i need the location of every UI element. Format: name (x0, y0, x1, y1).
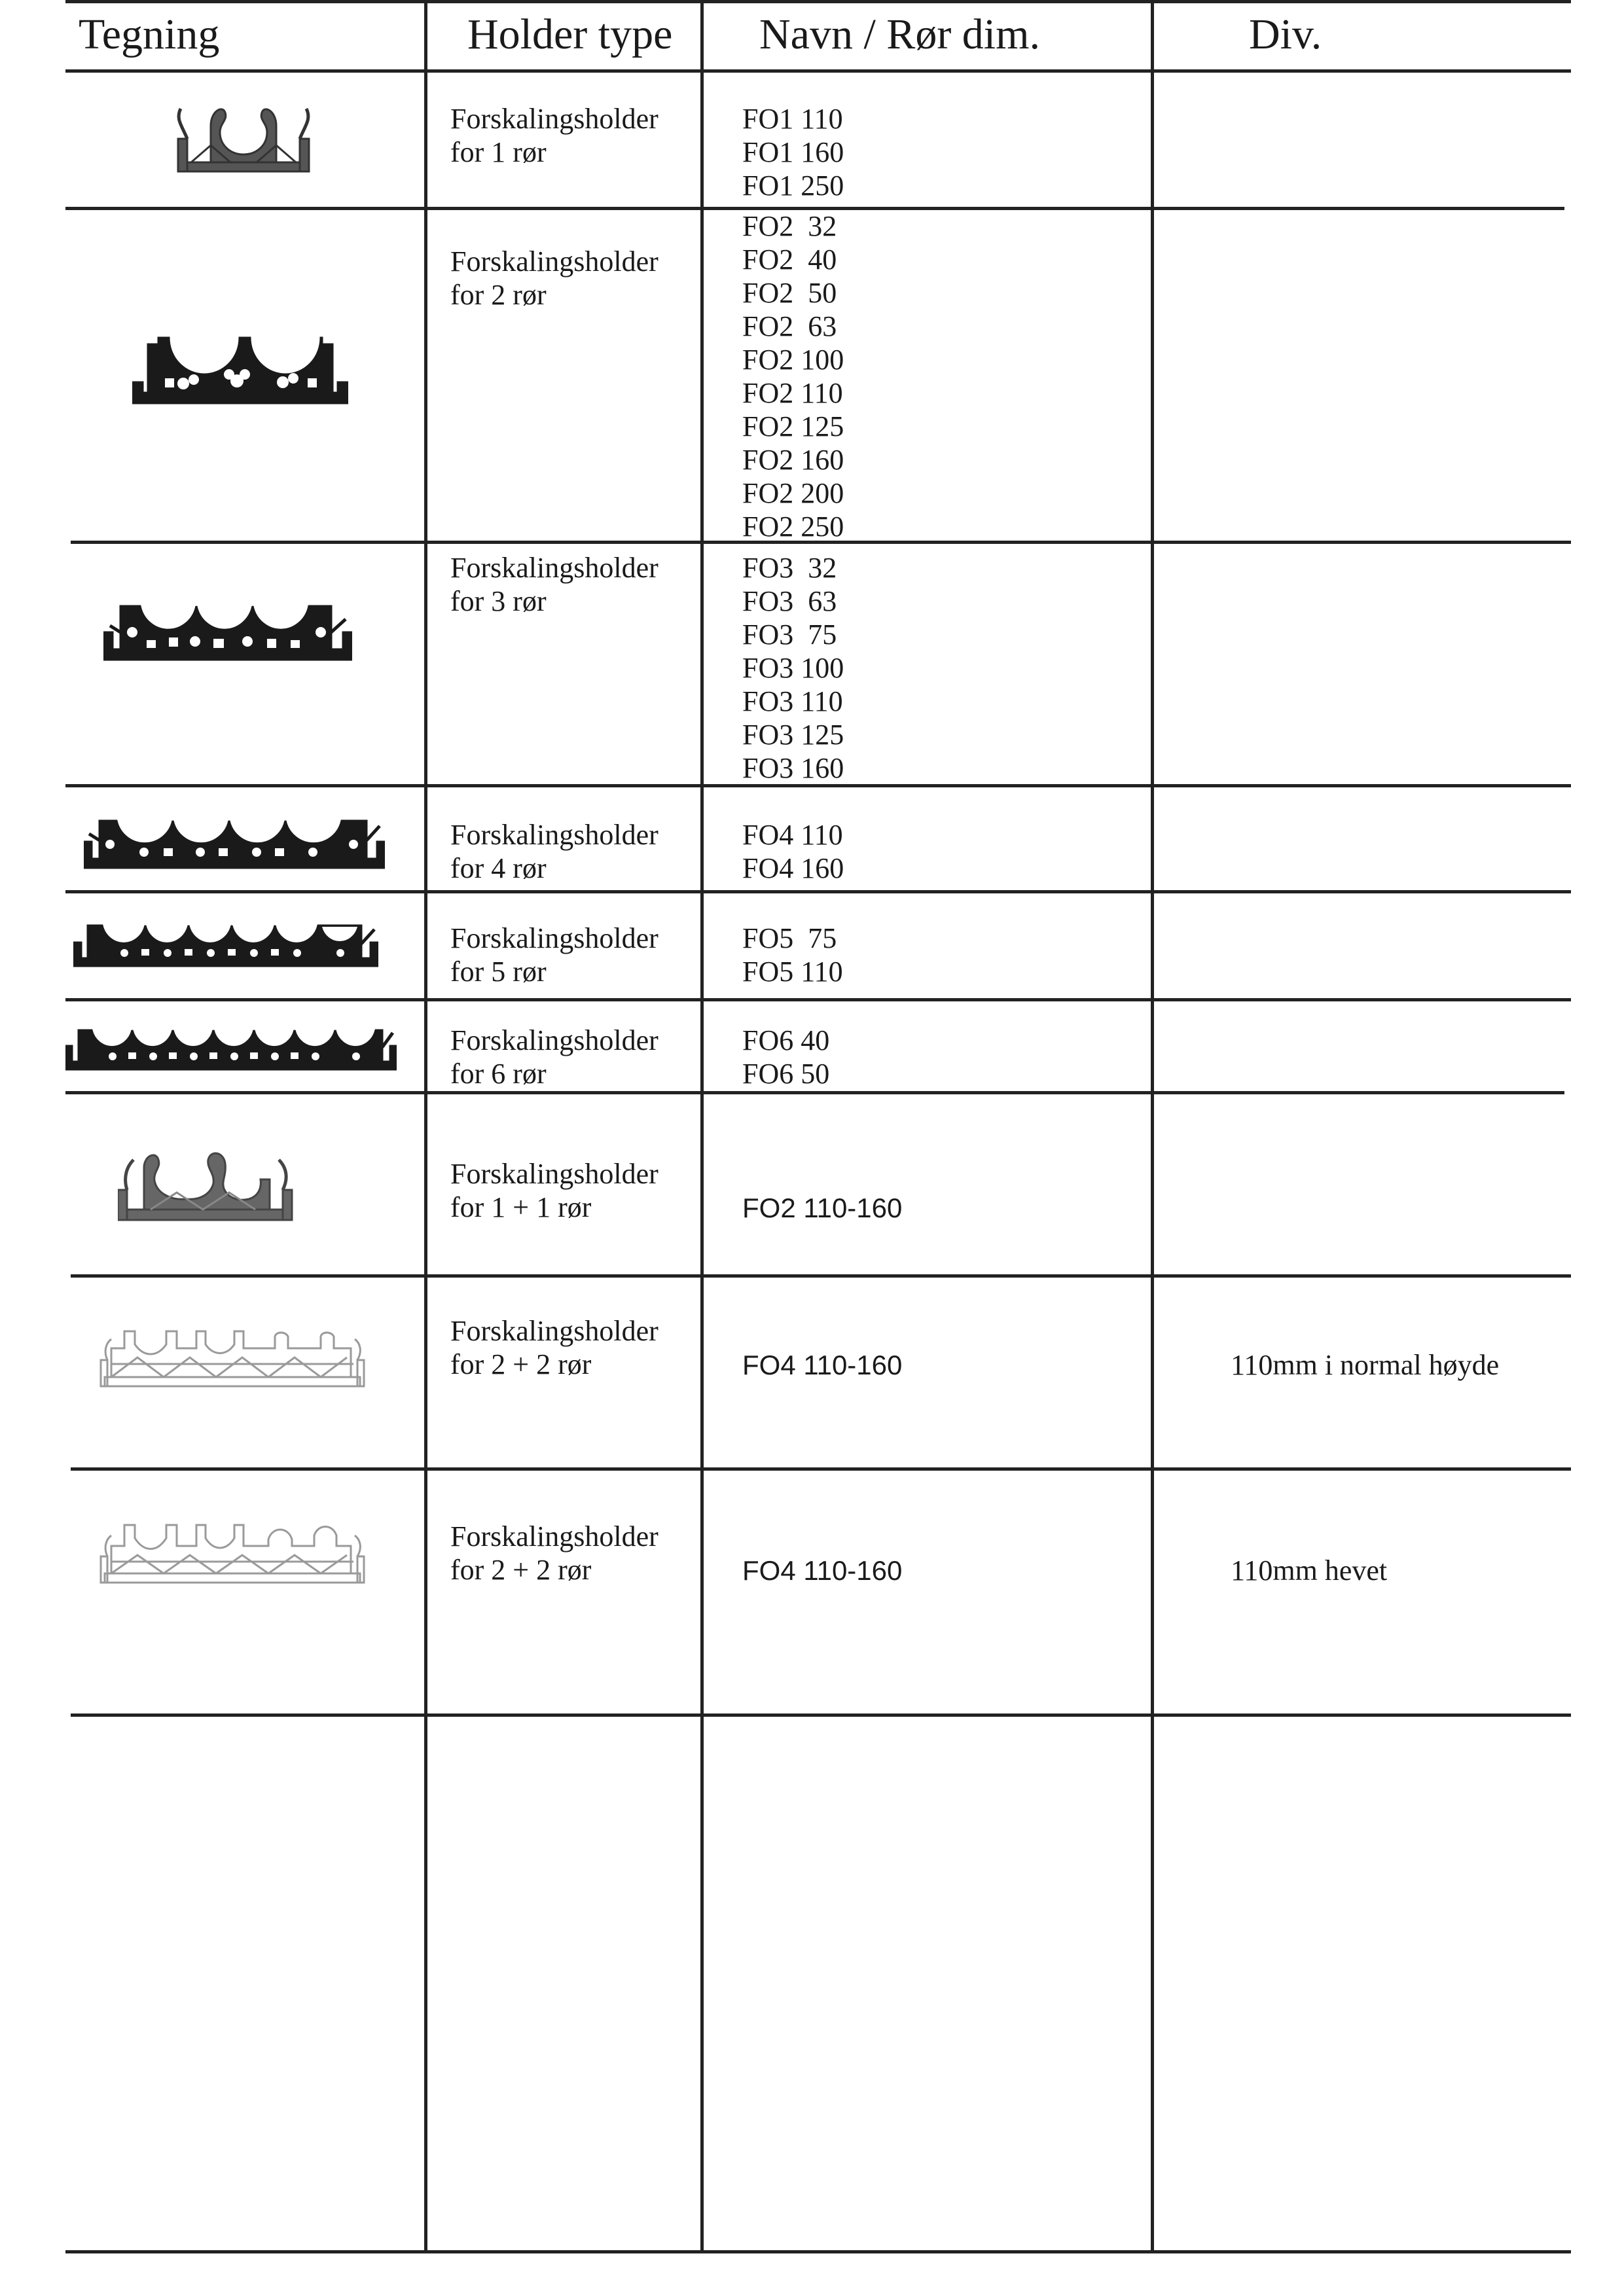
name-dim-item: FO3 160 (742, 752, 844, 784)
name-dim-item: FO2 100 (742, 344, 844, 376)
name-dim-cell (742, 1191, 902, 1225)
name-dim-item: FO2 110 (742, 377, 843, 409)
name-dim-item: FO5 110 (742, 956, 843, 988)
holder-type-line: for 5 rør (450, 956, 547, 988)
holder-type-cell (450, 1314, 659, 1381)
holder-type-cell (450, 818, 659, 885)
name-dim-item: FO2 125 (742, 410, 844, 442)
name-dim-item: FO6 50 (742, 1058, 830, 1090)
two-pipe-holder-icon (132, 331, 348, 410)
name-dim-item: FO1 250 (742, 170, 844, 202)
two-plus-two-pipe-holder-normal-icon (98, 1325, 367, 1398)
column-divider (424, 0, 427, 2253)
row-divider (65, 998, 1571, 1001)
holder-type-cell (450, 1157, 659, 1224)
holder-type-line: for 2 + 2 rør (450, 1554, 592, 1586)
holder-type-line: Forskalingsholder (450, 1024, 659, 1056)
name-dim-cell (742, 551, 844, 785)
header-drawing: Tegning (79, 10, 220, 58)
name-dim-cell (742, 102, 844, 202)
holder-type-line: Forskalingsholder (450, 552, 659, 584)
name-dim-item: FO5 75 (742, 922, 837, 954)
name-dim-item: FO1 160 (742, 136, 844, 168)
holder-type-line: Forskalingsholder (450, 922, 659, 954)
name-dim-cell (742, 209, 844, 543)
name-dim-item: FO2 63 (742, 310, 837, 342)
single-pipe-holder-icon (171, 99, 316, 183)
name-dim-item: FO3 32 (742, 552, 837, 584)
three-pipe-holder-icon (103, 593, 352, 666)
name-dim-item: FO4 110-160 (742, 1350, 903, 1380)
row-divider (71, 1713, 1571, 1717)
holder-type-cell (450, 922, 659, 988)
header-name-dim: Navn / Rør dim. (759, 10, 1040, 58)
holder-type-line: for 3 rør (450, 585, 547, 617)
holder-type-line: Forskalingsholder (450, 245, 659, 278)
name-dim-item: FO4 160 (742, 852, 844, 884)
misc-cell: 110mm i normal høyde (1231, 1349, 1500, 1381)
row-divider (65, 890, 1571, 893)
name-dim-item: FO3 100 (742, 652, 844, 684)
holder-type-cell (450, 245, 659, 312)
name-dim-cell (742, 1348, 902, 1382)
holder-type-line: for 2 rør (450, 279, 547, 311)
table-top-border (65, 0, 1571, 3)
header-holder-type: Holder type (467, 10, 673, 58)
holder-type-line: for 1 + 1 rør (450, 1191, 592, 1223)
name-dim-item: FO2 250 (742, 511, 844, 543)
holder-type-line: Forskalingsholder (450, 1158, 659, 1190)
name-dim-cell (742, 922, 843, 988)
one-plus-one-pipe-holder-icon (118, 1144, 295, 1228)
holder-type-line: for 2 + 2 rør (450, 1348, 592, 1380)
name-dim-item: FO3 63 (742, 585, 837, 617)
holder-type-cell (450, 102, 659, 169)
name-dim-item: FO4 110-160 (742, 1555, 903, 1586)
holder-type-line: Forskalingsholder (450, 103, 659, 135)
name-dim-item: FO6 40 (742, 1024, 830, 1056)
name-dim-item: FO2 160 (742, 444, 844, 476)
holder-type-cell (450, 551, 659, 618)
name-dim-cell (742, 1024, 829, 1090)
holder-type-cell (450, 1520, 659, 1587)
name-dim-item: FO3 125 (742, 719, 844, 751)
row-divider (71, 1274, 1571, 1278)
table-bottom-border (65, 2250, 1571, 2253)
holder-type-cell (450, 1024, 659, 1090)
name-dim-item: FO3 75 (742, 619, 837, 651)
six-pipe-holder-icon (65, 1022, 397, 1076)
header-bottom-border (65, 69, 1571, 73)
holder-type-line: Forskalingsholder (450, 819, 659, 851)
row-divider (65, 1091, 1564, 1094)
name-dim-item: FO3 110 (742, 685, 843, 717)
header-misc: Div. (1249, 10, 1322, 58)
row-divider (71, 1467, 1571, 1471)
holder-type-line: for 6 rør (450, 1058, 547, 1090)
four-pipe-holder-icon (84, 812, 385, 874)
misc-cell: 110mm hevet (1231, 1554, 1388, 1587)
name-dim-item: FO2 50 (742, 277, 837, 309)
holder-type-line: for 1 rør (450, 136, 547, 168)
name-dim-item: FO2 200 (742, 477, 844, 509)
name-dim-item: FO2 40 (742, 243, 837, 276)
name-dim-item: FO2 110-160 (742, 1193, 903, 1223)
holder-type-line: Forskalingsholder (450, 1520, 659, 1552)
name-dim-item: FO4 110 (742, 819, 843, 851)
name-dim-cell (742, 818, 844, 885)
holder-type-line: for 4 rør (450, 852, 547, 884)
name-dim-cell (742, 1554, 902, 1587)
holder-type-line: Forskalingsholder (450, 1315, 659, 1347)
column-divider (1151, 0, 1154, 2253)
column-divider (700, 0, 704, 2253)
five-pipe-holder-icon (73, 918, 378, 973)
two-plus-two-pipe-holder-raised-icon (98, 1520, 367, 1593)
name-dim-item: FO2 32 (742, 210, 837, 242)
name-dim-item: FO1 110 (742, 103, 843, 135)
